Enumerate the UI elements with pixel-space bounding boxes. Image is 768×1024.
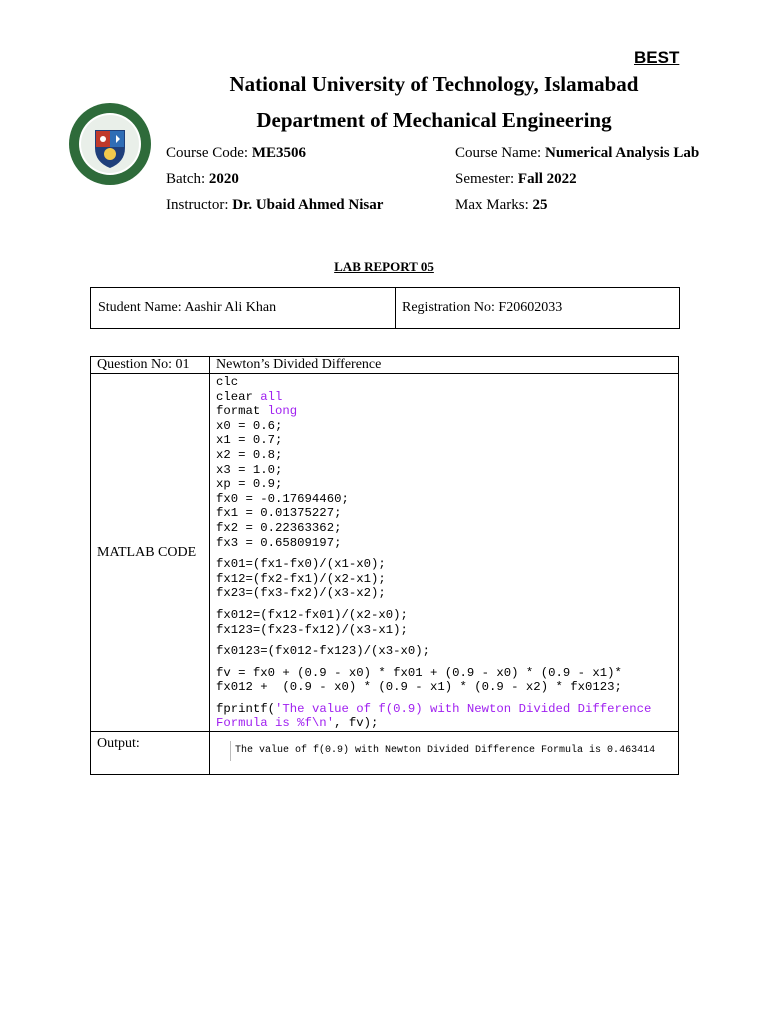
course-code: Course Code: ME3506 — [166, 145, 306, 161]
code-line: fx01=(fx1-fx0)/(x1-x0); — [216, 557, 386, 572]
code-string: 'The value of f(0.9) with Newton Divided Difference — [275, 701, 652, 716]
code-keyword: long — [267, 404, 298, 419]
output-text: The value of f(0.9) with Newton Divided Difference Formula is 0.463414 — [230, 741, 672, 761]
student-name: Student Name: Aashir Ali Khan — [98, 300, 277, 315]
instructor: Instructor: Dr. Ubaid Ahmed Nisar — [166, 197, 384, 213]
question-number: Question No: 01 — [91, 357, 210, 374]
code-line: fx3 = 0.65809197; — [216, 535, 342, 550]
code-line: fx0123=(fx012-fx123)/(x3-x0); — [216, 644, 431, 659]
divider — [395, 288, 396, 328]
batch: Batch: 2020 — [166, 171, 239, 187]
code-line: , fv); — [334, 716, 379, 731]
output-label: Output: — [91, 732, 210, 775]
question-table — [90, 356, 679, 775]
university-title: National University of Technology, Islamabad — [229, 72, 639, 96]
output-row — [91, 732, 679, 775]
code-keyword: all — [260, 389, 283, 404]
code-line: fprintf( — [216, 701, 276, 716]
code-line: fx0 = -0.17694460; — [216, 491, 349, 506]
code-line: fx2 = 0.22363362; — [216, 520, 342, 535]
code-line: fx012=(fx12-fx01)/(x2-x0); — [216, 607, 408, 622]
university-seal-icon — [68, 102, 152, 186]
course-name: Course Name: Numerical Analysis Lab — [455, 145, 700, 161]
code-line: format — [216, 404, 268, 419]
output-cell — [210, 732, 679, 775]
code-line: x3 = 1.0; — [216, 462, 283, 477]
code-line: fx1 = 0.01375227; — [216, 506, 342, 521]
max-marks: Max Marks: 25 — [455, 197, 548, 213]
code-line: fv = fx0 + (0.9 - x0) * fx01 + (0.9 - x0) * (0.9 - x1)* — [216, 665, 622, 680]
matlab-code-label: MATLAB CODE — [91, 374, 210, 732]
code-cell — [210, 374, 679, 732]
code-line: x2 = 0.8; — [216, 447, 283, 462]
code-line: x0 = 0.6; — [216, 418, 283, 433]
code-line: fx12=(fx2-fx1)/(x2-x1); — [216, 571, 386, 586]
code-line: clear — [216, 389, 261, 404]
code-string: Formula is %f\n' — [216, 716, 335, 731]
registration-number: Registration No: F20602033 — [402, 300, 563, 315]
matlab-code-block — [216, 374, 672, 731]
best-tag: BEST — [634, 48, 680, 67]
question-topic: Newton’s Divided Difference — [210, 357, 679, 374]
code-line: xp = 0.9; — [216, 477, 283, 492]
student-info-box — [90, 287, 680, 329]
code-line: clc — [216, 375, 239, 389]
code-line: fx123=(fx23-fx12)/(x3-x1); — [216, 622, 408, 637]
code-line: fx012 + (0.9 - x0) * (0.9 - x1) * (0.9 - x2) * fx0123; — [216, 680, 622, 695]
code-row — [91, 374, 679, 732]
lab-report-title: LAB REPORT 05 — [334, 259, 434, 274]
semester: Semester: Fall 2022 — [455, 171, 577, 187]
code-line: fx23=(fx3-fx2)/(x3-x2); — [216, 586, 386, 601]
question-header-row — [91, 357, 679, 374]
department-title: Department of Mechanical Engineering — [256, 108, 612, 132]
code-line: x1 = 0.7; — [216, 433, 283, 448]
